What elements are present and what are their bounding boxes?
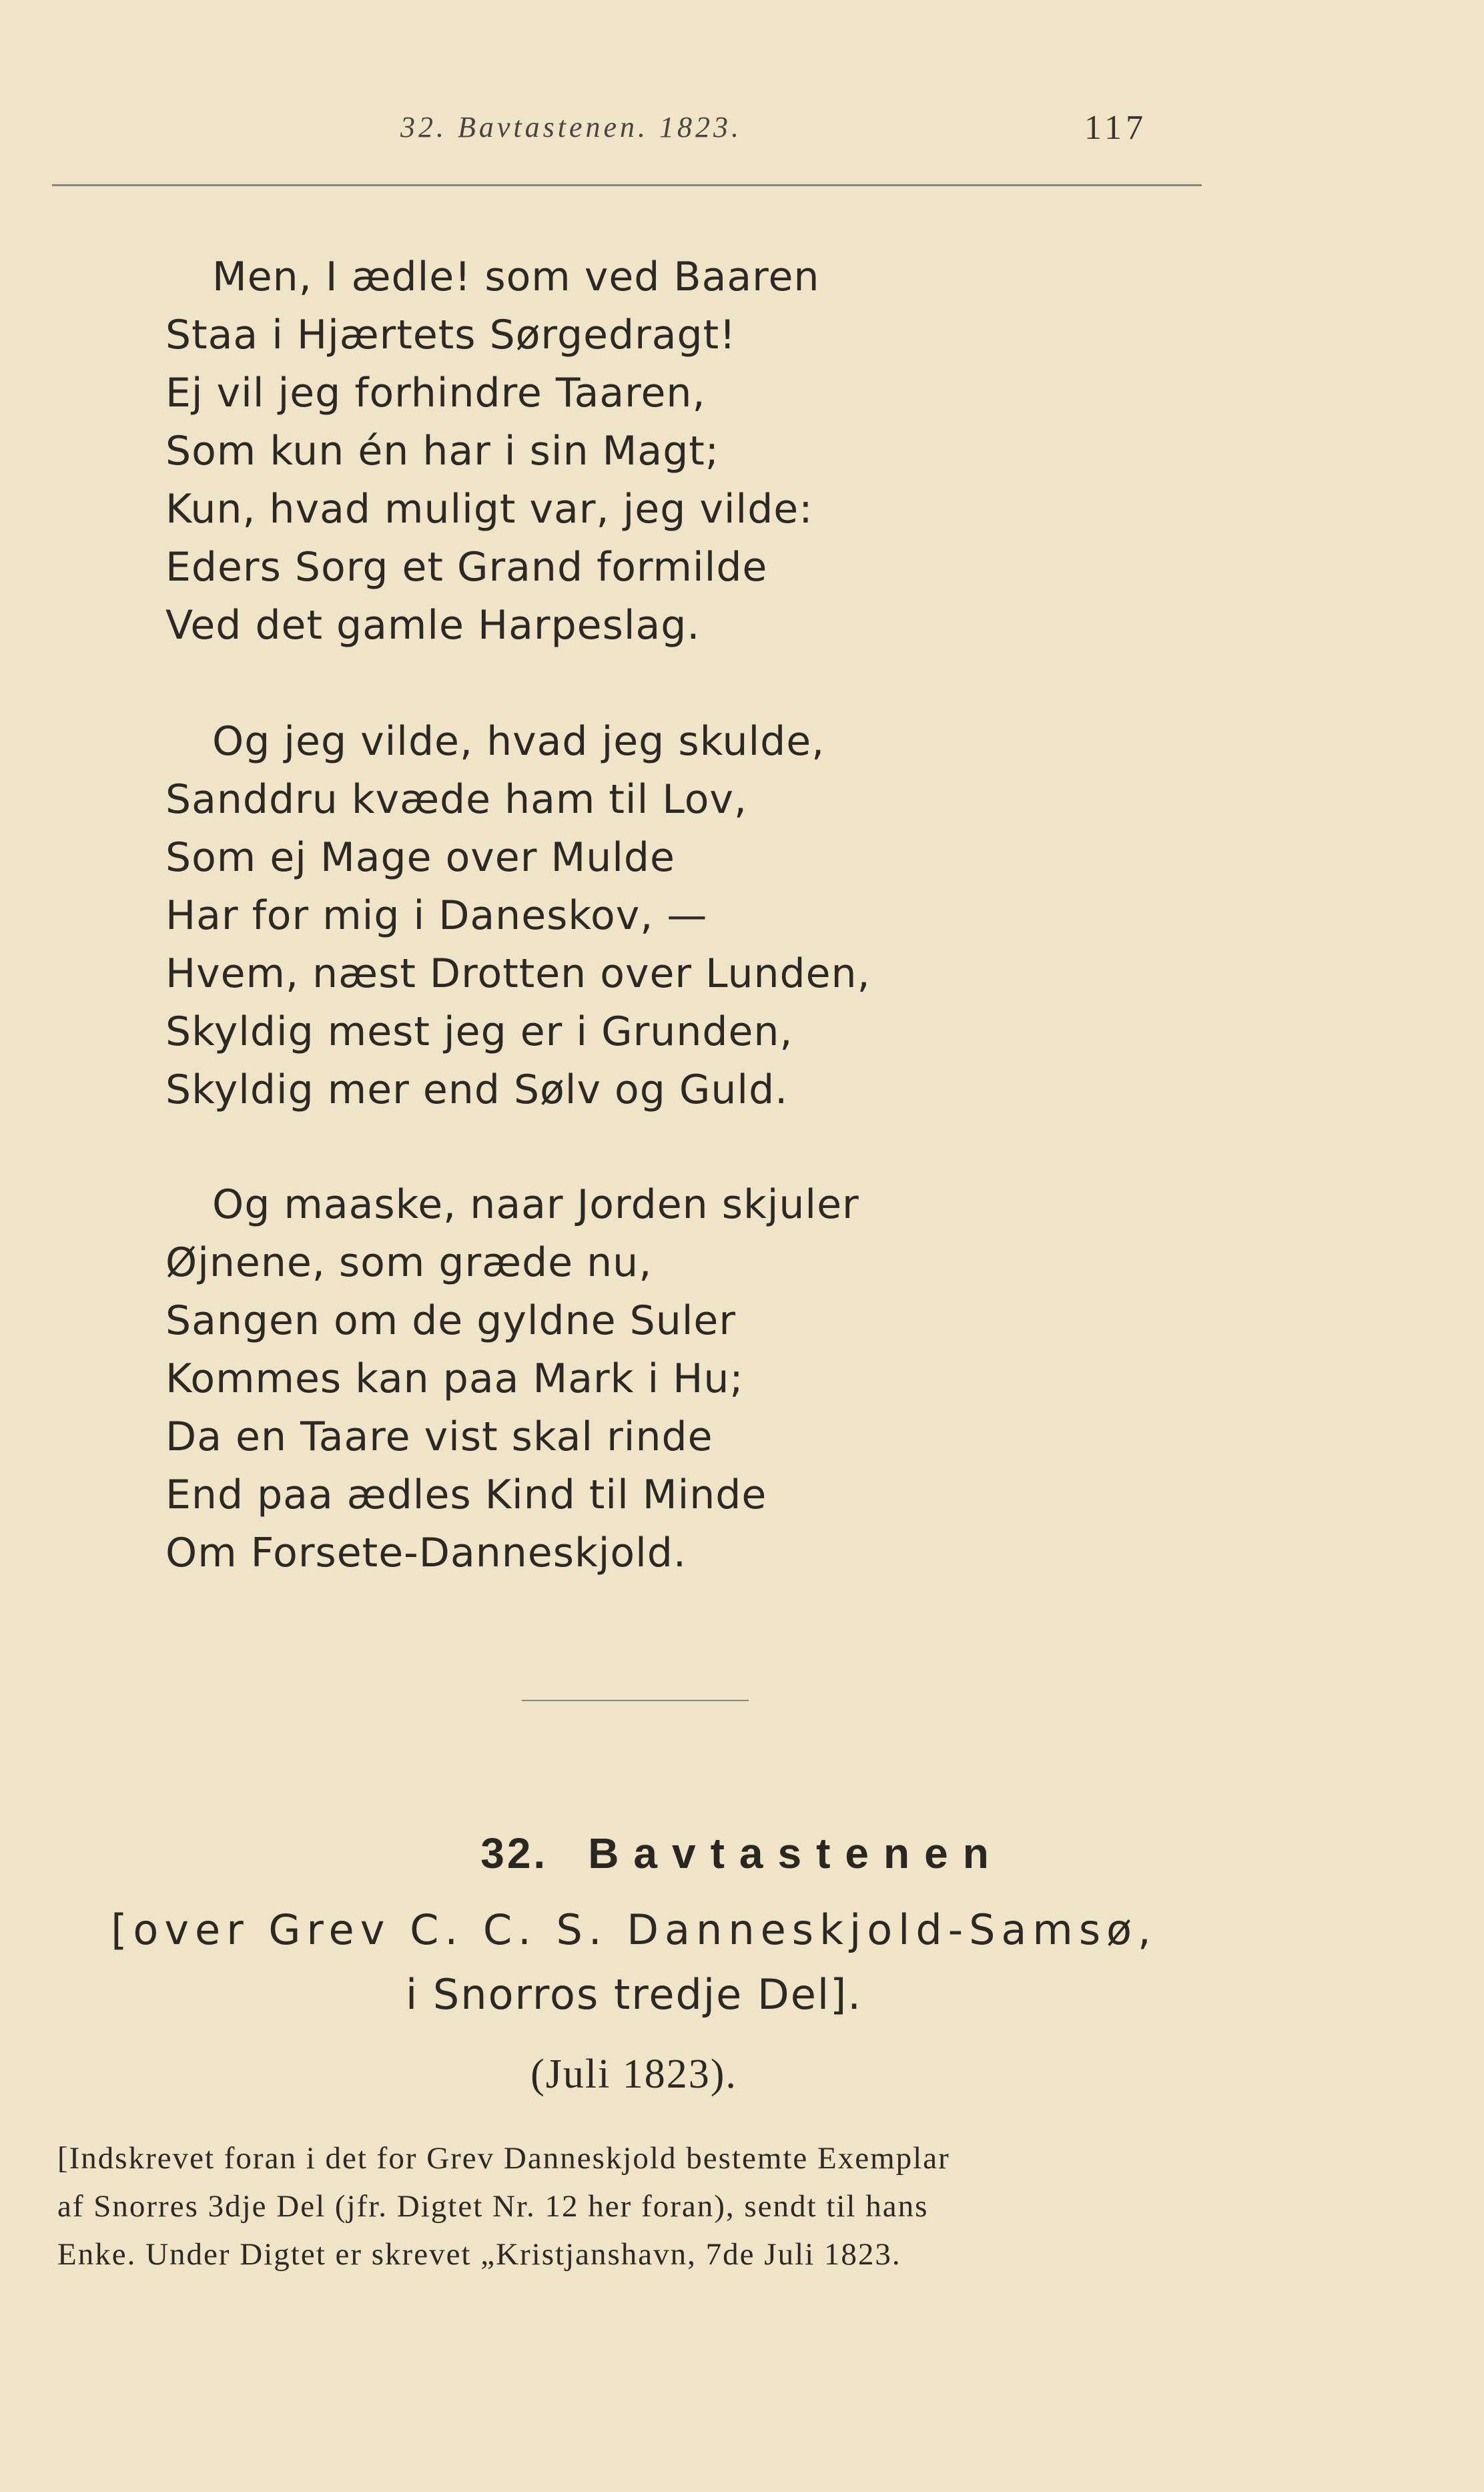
- poem-line: Kun, hvad muligt var, jeg vilde:: [165, 486, 813, 533]
- note-line: Enke. Under Digtet er skrevet „Kristjanshavn, 7de Juli 1823.: [57, 2237, 901, 2272]
- poem-line: Og jeg vilde, hvad jeg skulde,: [212, 718, 825, 765]
- header-rule: [52, 184, 1202, 186]
- page-number: 117: [1084, 109, 1148, 147]
- section-subtitle-line-1: [over Grev C. C. S. Danneskjold-Samsø,: [111, 1905, 1157, 1954]
- poem-line: Og maaske, naar Jorden skjuler: [212, 1181, 859, 1228]
- poem-line: Sangen om de gyldne Suler: [165, 1297, 737, 1344]
- poem-line: Hvem, næst Drotten over Lunden,: [165, 950, 871, 997]
- poem-stanza-1: [165, 248, 819, 655]
- section-number: 32.: [480, 1829, 548, 1877]
- editorial-note: [57, 2134, 1232, 2278]
- poem-line: Ej vil jeg forhindre Taaren,: [165, 370, 706, 416]
- poem-line: Staa i Hjærtets Sørgedragt!: [165, 312, 737, 358]
- poem-line: Øjnene, som græde nu,: [165, 1239, 653, 1286]
- section-subtitle-line-2: i Snorros tredje Del].: [405, 1970, 862, 2019]
- poem-line: Skyldig mer end Sølv og Guld.: [165, 1066, 789, 1113]
- poem-stanza-2: [165, 713, 871, 1119]
- note-line: [Indskrevet foran i det for Grev Danneskjold bestemte Exemplar: [57, 2141, 950, 2176]
- poem-line: Sanddru kvæde ham til Lov,: [165, 776, 747, 823]
- poem-line: Har for mig i Daneskov, —: [165, 892, 708, 939]
- poem-stanza-3: [165, 1176, 859, 1582]
- section-title: Bavtastenen: [588, 1829, 1004, 1877]
- poem-line: Da en Taare vist skal rinde: [165, 1414, 713, 1460]
- poem-line: Om Forsete-Danneskjold.: [165, 1530, 687, 1576]
- section-date: (Juli 1823).: [530, 2052, 737, 2097]
- running-head-title: 32. Bavtastenen. 1823.: [400, 111, 743, 143]
- poem-line: Skyldig mest jeg er i Grunden,: [165, 1008, 793, 1055]
- poem-line: Som ej Mage over Mulde: [165, 834, 675, 881]
- section-heading: [0, 1829, 1484, 1878]
- poem-line: Kommes kan paa Mark i Hu;: [165, 1355, 744, 1402]
- section-divider: [522, 1700, 749, 1701]
- poem-line: End paa ædles Kind til Minde: [165, 1472, 767, 1518]
- poem-line: Eders Sorg et Grand formilde: [165, 544, 768, 591]
- note-line: af Snorres 3dje Del (jfr. Digtet Nr. 12 her foran), sendt til hans: [57, 2189, 929, 2224]
- poem-line: Men, I ædle! som ved Baaren: [212, 254, 820, 300]
- poem-line: Ved det gamle Harpeslag.: [165, 602, 701, 649]
- poem-line: Som kun én har i sin Magt;: [165, 428, 720, 475]
